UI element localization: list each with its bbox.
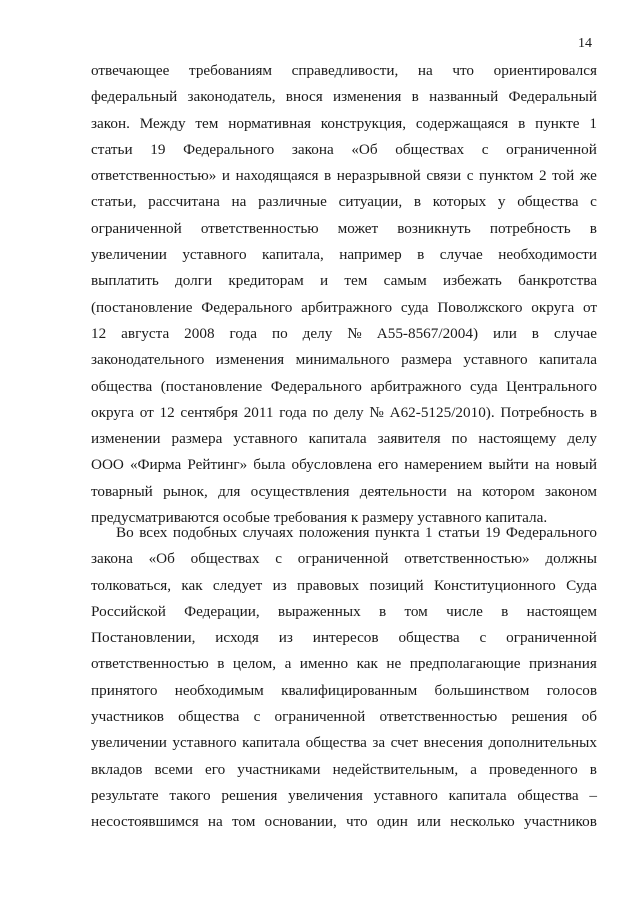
word: А55-8567/2004) (376, 324, 479, 342)
word: связи (426, 167, 462, 185)
word: предусматриваются особые требования к размеру уставного капитала. (91, 509, 548, 527)
word: была (253, 456, 286, 474)
text-line (91, 704, 597, 730)
word: всех (139, 524, 168, 541)
word: арбитражного (301, 298, 393, 316)
word: ООО (91, 456, 124, 474)
word: изменении (91, 430, 161, 448)
word: общества (178, 708, 240, 726)
word: настоящем (526, 602, 597, 620)
word: в (417, 246, 425, 264)
word: ограниченной (297, 550, 389, 568)
word: по (312, 403, 329, 421)
word: может (337, 219, 379, 237)
word: исходя (215, 629, 259, 647)
word: размера (171, 430, 223, 448)
word: тем (195, 114, 219, 132)
word: самым (383, 272, 427, 290)
word: деятельности (359, 482, 447, 500)
word: или (492, 324, 517, 342)
word: счет (390, 734, 419, 752)
word: «Фирма (129, 456, 182, 474)
word: увеличении (91, 246, 167, 264)
word: котором (482, 482, 535, 500)
word: как (356, 655, 378, 673)
word: отвечающее (91, 62, 170, 79)
word: с (479, 629, 487, 647)
word: той (552, 167, 575, 185)
text-line (91, 573, 597, 599)
word: в (501, 602, 509, 620)
word: выраженных (277, 602, 361, 620)
word: банкротства (518, 272, 597, 290)
word: обществах (190, 550, 260, 568)
word: не (386, 655, 402, 673)
word: например (339, 246, 402, 264)
word: Суда (566, 576, 597, 594)
word: в (589, 760, 597, 778)
word: Российской (91, 602, 166, 620)
word: А62-5125/2010). (389, 403, 495, 421)
word: что (452, 62, 475, 79)
word: об (581, 708, 597, 726)
word: необходимости (498, 246, 597, 264)
word: и (221, 167, 231, 185)
word: осуществления (250, 482, 350, 500)
word: ограниченной (506, 140, 597, 158)
word: несколько (450, 813, 515, 831)
word: справедливости, (291, 62, 399, 79)
text-line (91, 268, 597, 294)
word: интересов (312, 629, 379, 647)
word: его (205, 760, 226, 778)
word: ответственностью (91, 655, 209, 673)
word: такого (169, 786, 211, 804)
word: результате (91, 786, 159, 804)
word: округа (531, 298, 575, 316)
word: размера (401, 351, 452, 369)
word: ограниченной (274, 708, 366, 726)
word: Конституционного (434, 576, 556, 594)
word: 1 (425, 524, 433, 541)
word: случаях (242, 524, 294, 541)
word: Центрального (506, 377, 597, 395)
word: подобных (172, 524, 238, 541)
word: положения (298, 524, 370, 541)
word: ограниченной (506, 629, 597, 647)
word: внесения (423, 734, 483, 752)
text-line (91, 216, 597, 242)
text-line (91, 546, 597, 572)
word: августа (121, 324, 170, 342)
text-line (91, 111, 597, 137)
word: Рейтинг» (187, 456, 248, 474)
word: капитала (308, 430, 367, 448)
word: нормативная (228, 114, 311, 132)
word: капитала (539, 351, 597, 369)
word: года (229, 324, 257, 342)
word: Потребность (500, 403, 585, 421)
word: для (218, 482, 241, 500)
word: которых (432, 193, 487, 211)
word: суда (469, 377, 498, 395)
word: настоящему (478, 430, 557, 448)
word: ответственностью» (91, 167, 217, 185)
word: арбитражного (370, 377, 462, 395)
word: внося (285, 88, 323, 106)
word: делу (567, 430, 597, 448)
word: в (413, 193, 422, 211)
word: года (279, 403, 307, 421)
text-line (91, 137, 597, 163)
word: товарный (91, 482, 153, 500)
text-line (91, 400, 597, 426)
word: делу (333, 403, 364, 421)
word: законодатель, (187, 88, 276, 106)
word: № (369, 403, 384, 421)
word: 2 (538, 167, 547, 185)
word: новый (555, 456, 597, 474)
word: необходимым (174, 681, 264, 699)
word: с (481, 140, 489, 158)
word: предполагающие (409, 655, 521, 673)
word: по (451, 430, 468, 448)
word: толковаться, (91, 576, 172, 594)
page-number: 14 (578, 36, 592, 51)
word: рынок, (163, 482, 208, 500)
word: в (518, 114, 526, 132)
word: заявителя (377, 430, 441, 448)
word: долги (175, 272, 213, 290)
word: в (589, 403, 597, 421)
word: на (207, 813, 223, 831)
word: потребность (489, 219, 571, 237)
word: Федерального (201, 298, 293, 316)
word: Федерального (183, 140, 275, 158)
word: общества (398, 629, 460, 647)
word: что (345, 813, 368, 831)
word: участников (91, 708, 164, 726)
text-line (91, 809, 597, 835)
word: целом, (232, 655, 277, 673)
word: в (589, 219, 597, 237)
word: пункта (374, 524, 420, 541)
word: правовых (297, 576, 360, 594)
word: рассчитана (148, 193, 220, 211)
word: следует (212, 576, 263, 594)
word: позиций (369, 576, 424, 594)
word: по (271, 324, 288, 342)
word: изменения (215, 351, 285, 369)
word: Постановлении, (91, 629, 196, 647)
word: законом (544, 482, 597, 500)
word: статьи (438, 524, 480, 541)
word: кредиторам (228, 272, 304, 290)
word: статьи (91, 140, 133, 158)
word: должны (545, 550, 597, 568)
word: на (417, 62, 433, 79)
word: суда (400, 298, 429, 316)
word: Между (139, 114, 186, 132)
word: дополнительных (488, 734, 597, 752)
word: 12 (159, 403, 175, 421)
word: общества (517, 193, 579, 211)
word: на (457, 482, 472, 500)
word: признания (528, 655, 597, 673)
word: статьи, (91, 193, 137, 211)
word: общества (91, 377, 153, 395)
word: капитала (448, 786, 507, 804)
word: ответственностью» (404, 550, 530, 568)
word: уставного (463, 351, 528, 369)
word: Во (116, 524, 134, 541)
word: 19 (485, 524, 501, 541)
word: сентября (180, 403, 238, 421)
word: ограниченной (91, 219, 182, 237)
word: большинством (434, 681, 530, 699)
word: с (253, 708, 261, 726)
word: обусловлена (291, 456, 372, 474)
word: тем (344, 272, 368, 290)
word: а (470, 760, 477, 778)
word: конструкция, (320, 114, 407, 132)
word: как (181, 576, 203, 594)
text-line (91, 452, 597, 478)
word: основании, (264, 813, 337, 831)
word: из (278, 629, 293, 647)
text-line (91, 84, 597, 110)
word: 12 (91, 324, 107, 342)
word: увеличения (288, 786, 363, 804)
word: № (347, 324, 362, 342)
word: вкладов (91, 760, 143, 778)
word: «Об (148, 550, 175, 568)
word: требованиям (189, 62, 273, 79)
word: увеличении (91, 734, 167, 752)
word: принятого (91, 681, 158, 699)
word: решения (221, 786, 278, 804)
word: пунктом (479, 167, 534, 185)
text-line (91, 520, 597, 546)
word: (постановление (91, 298, 193, 316)
text-line (91, 479, 597, 505)
word: уставного (172, 734, 237, 752)
word: уставного (233, 430, 298, 448)
word: находящаяся (235, 167, 319, 185)
word: случае (553, 324, 597, 342)
text-line (91, 730, 597, 756)
word: ориентировался (493, 62, 597, 79)
word: федеральный (91, 88, 178, 106)
word: общества (517, 786, 579, 804)
word: в (411, 88, 419, 106)
word: участниками (237, 760, 321, 778)
word: возникнуть (397, 219, 471, 237)
text-line (91, 783, 597, 809)
text-line (91, 163, 597, 189)
word: числе (446, 602, 483, 620)
word: Федерации, (184, 602, 260, 620)
word: 2008 (184, 324, 215, 342)
text-line (91, 189, 597, 215)
text-line (91, 678, 597, 704)
word: Федерального (270, 377, 362, 395)
word: проведенного (489, 760, 578, 778)
word: а (284, 655, 292, 673)
word: законодательного (91, 351, 205, 369)
word: (постановление (160, 377, 263, 395)
word: – (589, 786, 597, 804)
word: 2011 (243, 403, 274, 421)
word: избежать (443, 272, 502, 290)
text-line (91, 58, 597, 84)
word: на (231, 193, 247, 211)
word: с (275, 550, 282, 568)
word: закона (291, 140, 334, 158)
word: за (372, 734, 386, 752)
word: в (217, 655, 225, 673)
word: содержащаяся (415, 114, 509, 132)
text-line (91, 295, 597, 321)
word: капитала (242, 734, 301, 752)
word: именно (299, 655, 349, 673)
word: намерением (404, 456, 483, 474)
word: ситуации, (338, 193, 403, 211)
text-line (91, 625, 597, 651)
word: в (531, 324, 539, 342)
word: в (324, 167, 332, 185)
word: у (497, 193, 506, 211)
word: всеми (154, 760, 193, 778)
word: закона (91, 550, 133, 568)
word: изменения (333, 88, 402, 106)
word: выплатить (91, 272, 159, 290)
word: Поволжского (437, 298, 523, 316)
word: один (376, 813, 408, 831)
word: ответственностью (200, 219, 319, 237)
word: различные (258, 193, 327, 211)
word: 1 (589, 114, 597, 132)
word: его (378, 456, 399, 474)
word: том (404, 602, 428, 620)
word: квалифицированным (281, 681, 418, 699)
word: недействительным, (332, 760, 459, 778)
word: с (466, 167, 474, 185)
word: закон. (91, 114, 130, 132)
word: из (272, 576, 287, 594)
word: же (579, 167, 597, 185)
text-line (91, 599, 597, 625)
word: на (534, 456, 550, 474)
paragraph-2 (91, 520, 597, 836)
word: обществах (395, 140, 465, 158)
word: выйти (488, 456, 529, 474)
text-line (91, 321, 597, 347)
word: общества (305, 734, 367, 752)
word: пункте (535, 114, 580, 132)
word: Федеральный (508, 88, 597, 106)
text-line (91, 374, 597, 400)
word: случае (439, 246, 483, 264)
word: от (582, 298, 597, 316)
word: или (417, 813, 441, 831)
word: неразрывной (336, 167, 421, 185)
word: с (590, 193, 597, 211)
word: несостоявшимся (91, 813, 199, 831)
word: участников (523, 813, 597, 831)
word: ответственностью (379, 708, 498, 726)
text-line (91, 242, 597, 268)
text-line (91, 651, 597, 677)
word: делу (302, 324, 333, 342)
word: уставного (373, 786, 438, 804)
text-line (91, 426, 597, 452)
word: 19 (150, 140, 166, 158)
word: Федерального (505, 524, 597, 541)
paragraph-1 (91, 58, 597, 531)
text-line (91, 347, 597, 373)
word: «Об (351, 140, 378, 158)
word: в (379, 602, 387, 620)
word: названный (429, 88, 499, 106)
word: решения (511, 708, 568, 726)
word: капитала, (262, 246, 324, 264)
word: и (319, 272, 329, 290)
word: округа (91, 403, 134, 421)
word: от (139, 403, 154, 421)
word: голосов (546, 681, 597, 699)
word: уставного (182, 246, 247, 264)
word: том (231, 813, 256, 831)
text-line (91, 757, 597, 783)
word: минимального (295, 351, 390, 369)
